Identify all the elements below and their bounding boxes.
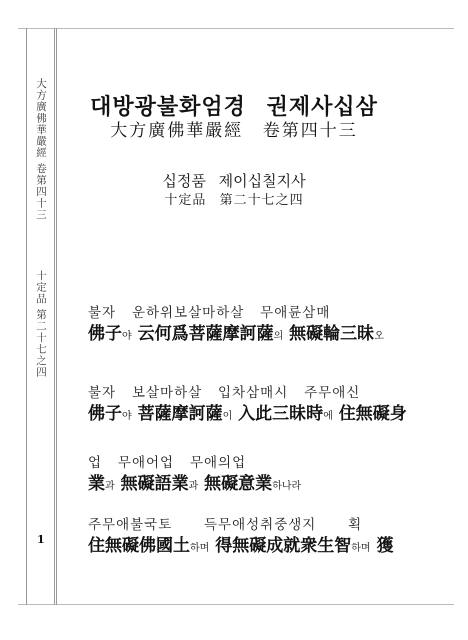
chapter-hanja (0, 189, 468, 208)
title-hanja-part: 卷第四十三 (262, 121, 358, 141)
verse-block (88, 384, 438, 429)
verse-text (88, 322, 438, 349)
verse-particle: 의 (273, 331, 284, 342)
verse-particle: 이 (222, 411, 233, 422)
title-korean-part: 대방광불화엄경 (90, 94, 246, 120)
margin-chapter-title: 十定品 第二十七之四 (35, 270, 47, 378)
verse-particle: 하나라 (272, 481, 302, 492)
verse-block (88, 454, 438, 499)
verse-reading: 불자 보살마하살 입차삼매시 주무애신 (88, 385, 361, 401)
chapter-korean-part: 제이십칠지사 (218, 172, 306, 190)
verse-particle: 야 (122, 331, 132, 342)
verse-block (88, 516, 438, 561)
verse-particle: 에 (323, 411, 333, 422)
verse-reading: 업 무애어업 무애의업 (88, 455, 247, 471)
verse-segment: 佛子 (88, 404, 122, 424)
verse-particle: 하며 (190, 543, 210, 554)
chapter-hanja-part: 十定品 (164, 193, 207, 208)
verse-reading: 불자 운하위보살마하살 무애륜삼매 (88, 305, 331, 321)
verse-particle: 오 (374, 331, 384, 342)
title-hanja-part: 大方廣佛華嚴經 (110, 121, 244, 141)
title-korean-part: 권제사십삼 (266, 94, 378, 120)
chapter-hanja-part: 第二十七之四 (219, 193, 304, 208)
verse-text (88, 402, 438, 429)
verse-segment: 入此三昧時 (232, 404, 324, 424)
verse-segment: 業 (88, 474, 105, 494)
verse-particle: 하며 (351, 543, 371, 554)
verse-segment: 佛子 (88, 324, 122, 344)
verse-segment: 獲 (370, 536, 394, 556)
verse-text (88, 472, 438, 499)
verse-text (88, 534, 438, 561)
verse-segment: 無礙意業 (198, 474, 273, 494)
verse-segment: 無礙輪三昧 (283, 324, 375, 344)
verse-segment: 無礙語業 (114, 474, 189, 494)
verse-particle: 과 (188, 481, 199, 492)
verse-segment: 住無礙身 (332, 404, 407, 424)
chapter-korean (0, 170, 468, 191)
verse-segment: 住無礙佛國土 (88, 536, 190, 556)
verse-segment: 菩薩摩訶薩 (131, 404, 223, 424)
verse-segment: 云何爲菩薩摩訶薩 (131, 324, 274, 344)
top-border (18, 28, 454, 29)
chapter-korean-part: 십정품 (162, 172, 206, 190)
verse-reading: 주무애불국토 득무애성취중생지 획 (88, 517, 363, 533)
verse-particle: 과 (105, 481, 115, 492)
verse-block (88, 304, 438, 349)
margin-sutra-title: 大方廣佛華嚴經 卷第四十三 (35, 78, 47, 221)
verse-segment: 得無礙成就衆生智 (209, 536, 352, 556)
page-number: 1 (37, 533, 45, 546)
verse-particle: 야 (122, 411, 132, 422)
bottom-border (18, 604, 454, 605)
title-hanja (0, 116, 468, 141)
